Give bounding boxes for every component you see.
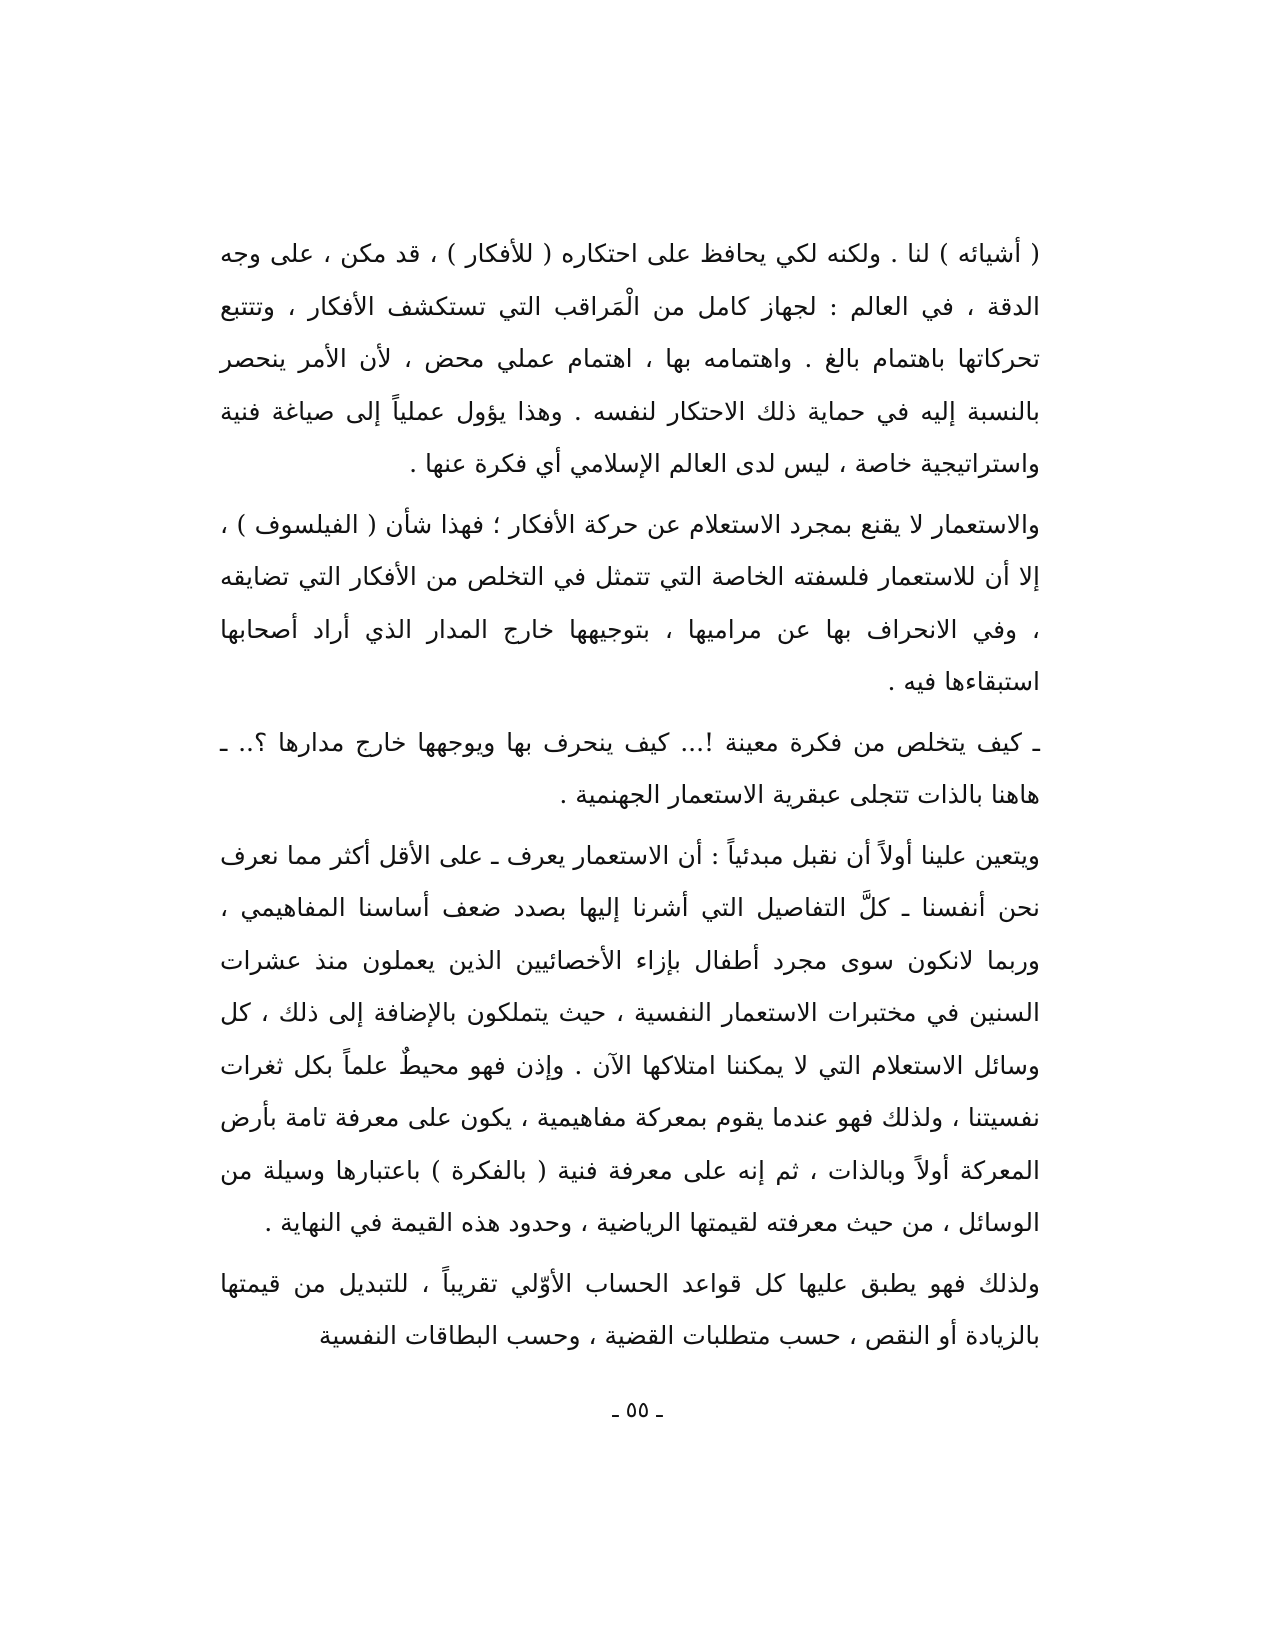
- page-number: ـ ٥٥ ـ: [612, 1398, 663, 1423]
- paragraph-2: والاستعمار لا يقنع بمجرد الاستعلام عن حركة الأفكار ؛ فهذا شأن ( الفيلسوف ) ، إلا أن للاستعمار فلسفته الخاصة التي تتمثل في التخلص من الأفكار التي تضايقه ، وفي الانحراف بها عن مراميها ، بتوجيهها خارج المدار الذي أراد أصحابها استبقاءها فيه .: [220, 509, 1040, 696]
- paragraph-4: ويتعين علينا أولاً أن نقبل مبدئياً : أن الاستعمار يعرف ـ على الأقل أكثر مما نعرف نحن أنفسنا ـ كلَّ التفاصيل التي أشرنا إليها بصدد ضعف أساسنا المفاهيمي ، وربما لانكون سوى مجرد أطفال بإزاء الأخصائيين الذين يعملون منذ عشرات السنين في مختبرات الاستعمار النفسية ، حيث يتملكون بالإضافة إلى ذلك ، كل وسائل الاستعلام التي لا يمكننا امتلاكها الآن . وإذن فهو محيطٌ علماً بكل ثغرات نفسيتنا ، ولذلك فهو عندما يقوم بمعركة مفاهيمية ، يكون على معرفة تامة بأرض المعركة أولاً وبالذات ، ثم إنه على معرفة فنية ( بالفكرة ) باعتبارها وسيلة من الوسائل ، من حيث معرفته لقيمتها الرياضية ، وحدود هذه القيمة في النهاية .: [220, 840, 1040, 1237]
- paragraph-5: ولذلك فهو يطبق عليها كل قواعد الحساب الأوّلي تقريباً ، للتبديل من قيمتها بالزيادة أو النقص ، حسب متطلبات القضية ، وحسب البطاقات النفسية: [220, 1268, 1040, 1350]
- body-text: [220, 228, 1040, 1363]
- paragraph-3: ـ كيف يتخلص من فكرة معينة !... كيف ينحرف بها ويوجهها خارج مدارها ؟.. ـ هاهنا بالذات تتجلى عبقرية الاستعمار الجهنمية .: [220, 727, 1040, 809]
- paragraph-1: ( أشيائه ) لنا . ولكنه لكي يحافظ على احتكاره ( للأفكار ) ، قد مكن ، على وجه الدقة ، في العالم : لجهاز كامل من الْمَراقب التي تستكشف الأفكار ، وتتتبع تحركاتها باهتمام بالغ . واهتمامه بها ، اهتمام عملي محض ، لأن الأمر ينحصر بالنسبة إليه في حماية ذلك الاحتكار لنفسه . وهذا يؤول عملياً إلى صياغة فنية واستراتيجية خاصة ، ليس لدى العالم الإسلامي أي فكرة عنها .: [220, 239, 1040, 478]
